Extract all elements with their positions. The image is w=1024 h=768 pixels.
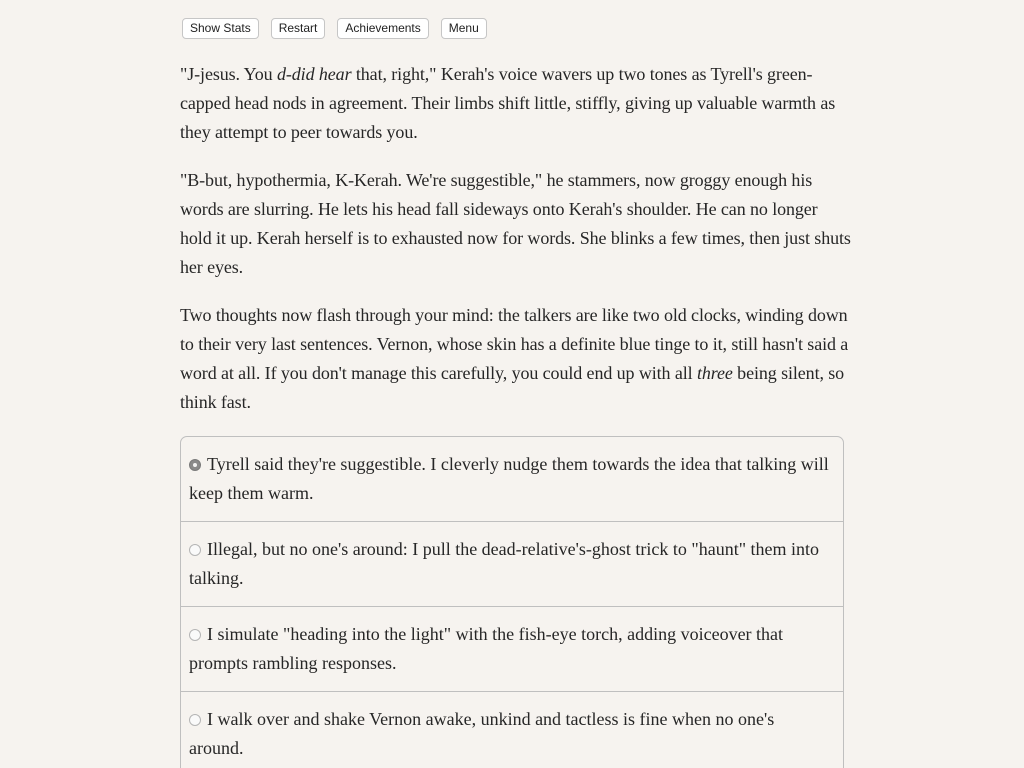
- restart-button[interactable]: Restart: [271, 18, 326, 39]
- story-paragraph-3: Two thoughts now flash through your mind: the talkers are like two old clocks, winding down to their very last sentences. Vernon, whose skin has a definite blue tinge to it, still hasn't said a word at all. If you don't manage this carefully, you could end up with all three being silent, so think fast.: [180, 305, 849, 412]
- radio-unselected-icon[interactable]: [189, 629, 201, 641]
- story-text: [180, 60, 852, 436]
- choice-label: I simulate "heading into the light" with the fish-eye torch, adding voiceover that prompts rambling responses.: [189, 624, 784, 673]
- choice-option-heading-into-light[interactable]: [181, 606, 843, 691]
- radio-selected-icon[interactable]: [189, 459, 201, 471]
- choice-list: [180, 436, 844, 768]
- choice-label: Tyrell said they're suggestible. I cleverly nudge them towards the idea that talking will keep them warm.: [189, 454, 829, 503]
- story-paragraph-1: "J-jesus. You d-did hear that, right," Kerah's voice wavers up two tones as Tyrell's green-capped head nods in agreement. Their limbs shift little, stiffly, giving up valuable warmth as they attempt to peer towards you.: [180, 64, 836, 142]
- choice-label: I walk over and shake Vernon awake, unkind and tactless is fine when no one's around.: [189, 709, 775, 758]
- radio-unselected-icon[interactable]: [189, 714, 201, 726]
- choice-option-suggestible[interactable]: [181, 437, 843, 521]
- toolbar: [182, 18, 487, 39]
- choice-option-ghost-trick[interactable]: [181, 521, 843, 606]
- show-stats-button[interactable]: Show Stats: [182, 18, 259, 39]
- choice-option-shake-vernon[interactable]: [181, 691, 843, 768]
- menu-button[interactable]: Menu: [441, 18, 487, 39]
- story-paragraph-2: "B-but, hypothermia, K-Kerah. We're suggestible," he stammers, now groggy enough his words are slurring. He lets his head fall sideways onto Kerah's shoulder. He can no longer hold it up. Kerah herself is to exhausted now for words. She blinks a few times, then just shuts her eyes.: [180, 170, 851, 277]
- achievements-button[interactable]: Achievements: [337, 18, 428, 39]
- radio-unselected-icon[interactable]: [189, 544, 201, 556]
- choice-label: Illegal, but no one's around: I pull the dead-relative's-ghost trick to "haunt" them into talking.: [189, 539, 820, 588]
